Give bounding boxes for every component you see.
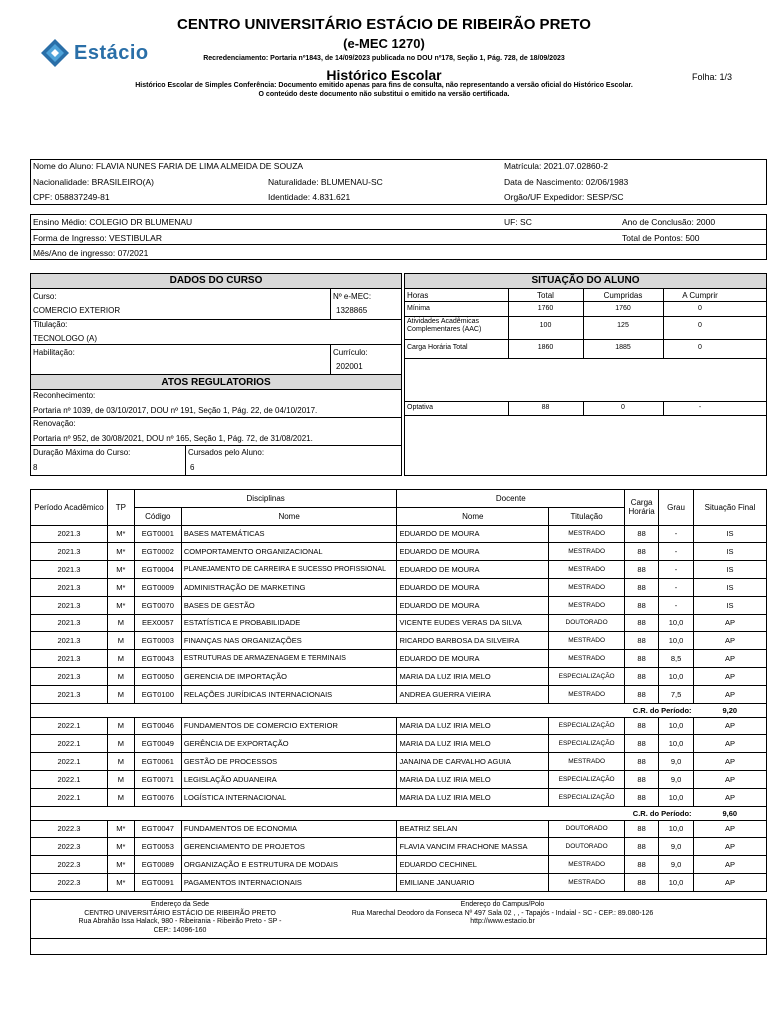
cell-carga: 88 xyxy=(625,717,659,735)
curso-label: Curso: xyxy=(33,292,57,301)
cell-tp: M xyxy=(107,685,134,703)
cell-situacao: AP xyxy=(694,717,767,735)
cell-periodo: 2021.3 xyxy=(31,667,108,685)
polo-line-1: Rua Marechal Deodoro da Fonseca Nº 497 Sala 02 , , - Tapajós - Indaial - SC - CEP.: 89.080-126 xyxy=(351,909,654,917)
cell-docente: EDUARDO DE MOURA xyxy=(397,578,549,596)
cell-titulacao: DOUTORADO xyxy=(549,614,625,632)
reconhecimento-value: Portaria nº 1039, de 03/10/2017, DOU nº 191, Seção 1, Pág. 22, de 04/10/2017. xyxy=(33,406,318,415)
cr-label: C.R. do Período: xyxy=(31,806,694,820)
cell-titulacao: MESTRADO xyxy=(549,753,625,771)
cell-carga: 88 xyxy=(625,632,659,650)
cell-situacao: AP xyxy=(694,685,767,703)
cell-codigo: EGT0046 xyxy=(134,717,181,735)
cell-tp: M* xyxy=(107,561,134,579)
table-row xyxy=(31,650,767,668)
cell-periodo: 2022.1 xyxy=(31,788,108,806)
cell-carga: 88 xyxy=(625,735,659,753)
cell-nome: PAGAMENTOS INTERNACIONAIS xyxy=(181,873,397,891)
cell-grau: - xyxy=(659,525,694,543)
cell-grau: 10,0 xyxy=(659,632,694,650)
cell-carga: 88 xyxy=(625,770,659,788)
table-row xyxy=(31,770,767,788)
cell-periodo: 2021.3 xyxy=(31,596,108,614)
table-row xyxy=(31,525,767,543)
cell-situacao: AP xyxy=(694,614,767,632)
page-number: Folha: 1/3 xyxy=(692,72,733,82)
cr-value: 9,20 xyxy=(694,703,767,717)
cell-tp: M xyxy=(107,735,134,753)
cell-grau: 7,5 xyxy=(659,685,694,703)
cell-docente: EDUARDO DE MOURA xyxy=(397,561,549,579)
cell-tp: M* xyxy=(107,525,134,543)
cell-docente: EDUARDO CECHINEL xyxy=(397,856,549,874)
cell-periodo: 2022.3 xyxy=(31,820,108,838)
cell-codigo: EGT0002 xyxy=(134,543,181,561)
cell-nome: GERÊNCIA DE EXPORTAÇÃO xyxy=(181,735,397,753)
situacao-aluno-box xyxy=(404,273,767,476)
cell-nome: GERENCIA DE IMPORTAÇÃO xyxy=(181,667,397,685)
cell-nome: LEGISLAÇÃO ADUANEIRA xyxy=(181,770,397,788)
cell-docente: MARIA DA LUZ IRIA MELO xyxy=(397,788,549,806)
cell-codigo: EGT0089 xyxy=(134,856,181,874)
disclaimer-note xyxy=(0,81,768,99)
cell-grau: 10,0 xyxy=(659,667,694,685)
cell-nome: GESTÃO DE PROCESSOS xyxy=(181,753,397,771)
cell-docente: EDUARDO DE MOURA xyxy=(397,525,549,543)
sit-row-minima-total: 1760 xyxy=(537,305,554,312)
cell-grau: 9,0 xyxy=(659,856,694,874)
logo-text: Estácio xyxy=(74,41,149,64)
cell-tp: M xyxy=(107,667,134,685)
cell-carga: 88 xyxy=(625,561,659,579)
cell-tp: M xyxy=(107,770,134,788)
cell-carga: 88 xyxy=(625,596,659,614)
header-docente: Docente xyxy=(397,490,625,508)
cell-nome: FINANÇAS NAS ORGANIZAÇÕES xyxy=(181,632,397,650)
sit-header-total: Total xyxy=(537,291,554,300)
header-carga: Carga Horária xyxy=(625,490,659,526)
student-cpf: CPF: 058837249-81 xyxy=(33,192,110,202)
cell-codigo: EGT0009 xyxy=(134,578,181,596)
table-row xyxy=(31,717,767,735)
table-header-row-1 xyxy=(31,490,767,508)
cell-nome: COMPORTAMENTO ORGANIZACIONAL xyxy=(181,543,397,561)
table-row xyxy=(31,685,767,703)
cell-docente: MARIA DA LUZ IRIA MELO xyxy=(397,735,549,753)
cell-titulacao: DOUTORADO xyxy=(549,820,625,838)
sit-row-aac-cumpridas: 125 xyxy=(617,322,629,329)
student-name: Nome do Aluno: FLAVIA NUNES FARIA DE LIMA ALMEIDA DE SOUZA xyxy=(33,161,304,171)
cell-grau: 9,0 xyxy=(659,770,694,788)
emec-value: 1328865 xyxy=(336,306,368,315)
cursados-value: 6 xyxy=(190,463,195,472)
cell-situacao: IS xyxy=(694,525,767,543)
cell-codigo: EGT0053 xyxy=(134,838,181,856)
header-docente-nome: Nome xyxy=(397,507,549,525)
cell-codigo: EGT0076 xyxy=(134,788,181,806)
situacao-title: SITUAÇÃO DO ALUNO xyxy=(405,274,766,289)
cell-periodo: 2022.1 xyxy=(31,735,108,753)
cell-carga: 88 xyxy=(625,838,659,856)
cell-nome: GERENCIAMENTO DE PROJETOS xyxy=(181,838,397,856)
cell-codigo: EGT0091 xyxy=(134,873,181,891)
cell-periodo: 2021.3 xyxy=(31,632,108,650)
cell-tp: M* xyxy=(107,838,134,856)
cell-docente: VICENTE EUDES VERAS DA SILVA xyxy=(397,614,549,632)
cell-carga: 88 xyxy=(625,578,659,596)
cell-docente: JANAINA DE CARVALHO AGUIA xyxy=(397,753,549,771)
cell-carga: 88 xyxy=(625,614,659,632)
cell-codigo: EGT0070 xyxy=(134,596,181,614)
sit-header-a-cumprir: A Cumprir xyxy=(682,291,718,300)
cell-carga: 88 xyxy=(625,543,659,561)
cell-carga: 88 xyxy=(625,525,659,543)
cell-titulacao: ESPECIALIZAÇÃO xyxy=(549,667,625,685)
table-row xyxy=(31,820,767,838)
cell-codigo: EGT0001 xyxy=(134,525,181,543)
sit-row-minima-cumpridas: 1760 xyxy=(615,305,631,312)
polo-line-2: http://www.estacio.br xyxy=(470,918,535,925)
cell-codigo: EGT0004 xyxy=(134,561,181,579)
cell-codigo: EGT0050 xyxy=(134,667,181,685)
emec-label: Nº e-MEC: xyxy=(333,292,372,301)
cell-grau: 9,0 xyxy=(659,753,694,771)
cursados-label: Cursados pelo Aluno: xyxy=(188,448,265,457)
sit-row-aac-label: Atividades Acadêmicas Complementares (AAC) xyxy=(407,318,482,333)
table-row xyxy=(31,667,767,685)
cell-tp: M xyxy=(107,632,134,650)
cell-carga: 88 xyxy=(625,788,659,806)
table-row xyxy=(31,788,767,806)
cell-carga: 88 xyxy=(625,820,659,838)
table-row xyxy=(31,838,767,856)
cell-titulacao: MESTRADO xyxy=(549,856,625,874)
sit-optativa-a-cumprir: - xyxy=(698,404,702,411)
student-identidade: Identidade: 4.831.621 xyxy=(268,192,351,202)
cell-situacao: AP xyxy=(694,856,767,874)
cell-carga: 88 xyxy=(625,667,659,685)
habilitacao-label: Habilitação: xyxy=(33,348,75,357)
cell-codigo: EGT0071 xyxy=(134,770,181,788)
cell-docente: BEATRIZ SELAN xyxy=(397,820,549,838)
titulacao-label: Titulação: xyxy=(33,320,68,329)
sit-row-minima-label: Mínima xyxy=(407,305,430,312)
cell-tp: M xyxy=(107,753,134,771)
table-row xyxy=(31,578,767,596)
cell-periodo: 2021.3 xyxy=(31,578,108,596)
cell-titulacao: MESTRADO xyxy=(549,650,625,668)
table-row xyxy=(31,632,767,650)
header-tp: TP xyxy=(107,490,134,526)
cell-docente: EDUARDO DE MOURA xyxy=(397,596,549,614)
header-codigo: Código xyxy=(134,507,181,525)
emec-code: (e-MEC 1270) xyxy=(343,36,425,51)
cell-situacao: AP xyxy=(694,788,767,806)
duracao-label: Duração Máxima do Curso: xyxy=(33,448,131,457)
sede-title: Endereço da Sede xyxy=(151,901,209,908)
duracao-value: 8 xyxy=(33,463,38,472)
student-nacionalidade: Nacionalidade: BRASILEIRO(A) xyxy=(33,177,154,187)
sit-optativa-label: Optativa xyxy=(407,404,434,411)
cell-periodo: 2022.1 xyxy=(31,753,108,771)
cell-nome: ESTATÍSTICA E PROBABILIDADE xyxy=(181,614,397,632)
reconhecimento-label: Reconhecimento: xyxy=(33,391,96,400)
cell-carga: 88 xyxy=(625,650,659,668)
page-title: Histórico Escolar xyxy=(326,67,442,83)
cell-situacao: IS xyxy=(694,596,767,614)
cell-grau: 10,0 xyxy=(659,717,694,735)
table-row xyxy=(31,543,767,561)
sit-optativa-cumpridas: 0 xyxy=(621,404,625,411)
cell-codigo: EGT0049 xyxy=(134,735,181,753)
cell-nome: FUNDAMENTOS DE COMERCIO EXTERIOR xyxy=(181,717,397,735)
cell-docente: MARIA DA LUZ IRIA MELO xyxy=(397,667,549,685)
cell-grau: - xyxy=(659,596,694,614)
cell-grau: - xyxy=(659,561,694,579)
header-grau: Grau xyxy=(659,490,694,526)
cell-carga: 88 xyxy=(625,873,659,891)
cell-grau: 9,0 xyxy=(659,838,694,856)
cell-titulacao: MESTRADO xyxy=(549,873,625,891)
header-nome: Nome xyxy=(181,507,397,525)
student-orgao: Orgão/UF Expedidor: SESP/SC xyxy=(504,192,624,202)
cell-periodo: 2021.3 xyxy=(31,614,108,632)
curso-value: COMERCIO EXTERIOR xyxy=(33,306,121,315)
table-row xyxy=(31,596,767,614)
cell-codigo: EGT0043 xyxy=(134,650,181,668)
cell-periodo: 2022.3 xyxy=(31,838,108,856)
sede-address xyxy=(60,901,300,935)
cell-tp: M* xyxy=(107,820,134,838)
cell-codigo: EGT0003 xyxy=(134,632,181,650)
renovacao-label: Renovação: xyxy=(33,419,76,428)
cell-docente: MARIA DA LUZ IRIA MELO xyxy=(397,717,549,735)
cell-titulacao: MESTRADO xyxy=(549,525,625,543)
sit-row-aac-total: 100 xyxy=(539,322,552,329)
cr-row xyxy=(31,703,767,717)
cell-codigo: EEX0057 xyxy=(134,614,181,632)
header-titulacao: Titulação xyxy=(549,507,625,525)
cell-titulacao: MESTRADO xyxy=(549,543,625,561)
cell-grau: - xyxy=(659,578,694,596)
cell-periodo: 2021.3 xyxy=(31,525,108,543)
institution-name: CENTRO UNIVERSITÁRIO ESTÁCIO DE RIBEIRÃO PRETO xyxy=(177,16,591,33)
polo-address xyxy=(315,901,690,927)
cell-nome: BASES DE GESTÃO xyxy=(181,596,397,614)
header-situacao: Situação Final xyxy=(694,490,767,526)
atos-regulatorios-title: ATOS REGULATORIOS xyxy=(31,374,401,390)
cell-situacao: AP xyxy=(694,820,767,838)
cell-docente: ANDREA GUERRA VIEIRA xyxy=(397,685,549,703)
cell-titulacao: MESTRADO xyxy=(549,632,625,650)
cell-nome: BASES MATEMÁTICAS xyxy=(181,525,397,543)
table-row xyxy=(31,561,767,579)
cell-nome: FUNDAMENTOS DE ECONOMIA xyxy=(181,820,397,838)
cell-situacao: AP xyxy=(694,838,767,856)
cell-situacao: AP xyxy=(694,632,767,650)
cell-grau: 10,0 xyxy=(659,735,694,753)
cell-periodo: 2022.3 xyxy=(31,856,108,874)
sit-header-horas: Horas xyxy=(407,291,429,300)
cr-row xyxy=(31,806,767,820)
cell-docente: FLAVIA VANCIM FRACHONE MASSA xyxy=(397,838,549,856)
sit-row-total-a-cumprir: 0 xyxy=(698,344,702,351)
cell-periodo: 2021.3 xyxy=(31,685,108,703)
cell-tp: M* xyxy=(107,873,134,891)
cell-periodo: 2022.1 xyxy=(31,717,108,735)
cell-tp: M xyxy=(107,650,134,668)
cell-nome: ORGANIZAÇÃO E ESTRUTURA DE MODAIS xyxy=(181,856,397,874)
cell-carga: 88 xyxy=(625,856,659,874)
recredenciamento-text: Recredenciamento: Portaria nº1843, de 14/09/2023 publicada no DOU nº178, Seção 1, Pág. 728, de 18/09/2023 xyxy=(203,55,565,62)
cell-titulacao: ESPECIALIZAÇÃO xyxy=(549,735,625,753)
sede-line-2: Rua Abrahão Issa Halack, 980 - Ribeirania - Ribeirão Preto - SP - xyxy=(78,918,282,925)
disclaimer-line-2: O conteúdo deste documento não substitui o emitido na versão certificada. xyxy=(258,91,510,98)
cell-situacao: AP xyxy=(694,650,767,668)
total-pontos: Total de Pontos: 500 xyxy=(622,233,700,243)
sit-row-aac-a-cumprir: 0 xyxy=(698,322,702,329)
cell-periodo: 2021.3 xyxy=(31,561,108,579)
cell-codigo: EGT0100 xyxy=(134,685,181,703)
cell-grau: 8,5 xyxy=(659,650,694,668)
cell-tp: M xyxy=(107,614,134,632)
student-matricula: Matrícula: 2021.07.02860-2 xyxy=(504,161,608,171)
cell-situacao: AP xyxy=(694,873,767,891)
cell-titulacao: ESPECIALIZAÇÃO xyxy=(549,717,625,735)
polo-title: Endereço do Campus/Polo xyxy=(460,901,545,908)
cell-periodo: 2022.1 xyxy=(31,770,108,788)
ano-conclusao: Ano de Conclusão: 2000 xyxy=(622,217,716,227)
cell-situacao: AP xyxy=(694,667,767,685)
cell-situacao: IS xyxy=(694,578,767,596)
forma-ingresso: Forma de Ingresso: VESTIBULAR xyxy=(33,233,162,243)
cr-value: 9,60 xyxy=(694,806,767,820)
table-row xyxy=(31,614,767,632)
cell-periodo: 2021.3 xyxy=(31,543,108,561)
cell-titulacao: MESTRADO xyxy=(549,561,625,579)
cell-grau: 10,0 xyxy=(659,614,694,632)
table-row xyxy=(31,856,767,874)
sit-optativa-total: 88 xyxy=(541,404,550,411)
ensino-uf: UF: SC xyxy=(504,217,532,227)
header-disciplinas: Disciplinas xyxy=(134,490,397,508)
cell-titulacao: ESPECIALIZAÇÃO xyxy=(549,788,625,806)
cell-tp: M* xyxy=(107,596,134,614)
table-row xyxy=(31,753,767,771)
cell-grau: 10,0 xyxy=(659,873,694,891)
table-row xyxy=(31,873,767,891)
student-naturalidade: Naturalidade: BLUMENAU-SC xyxy=(268,177,383,187)
cell-tp: M* xyxy=(107,856,134,874)
cell-carga: 88 xyxy=(625,753,659,771)
table-row xyxy=(31,735,767,753)
cell-nome: RELAÇÕES JURÍDICAS INTERNACIONAIS xyxy=(181,685,397,703)
cell-grau: 10,0 xyxy=(659,788,694,806)
cell-titulacao: DOUTORADO xyxy=(549,838,625,856)
cell-titulacao: ESPECIALIZAÇÃO xyxy=(549,770,625,788)
cell-nome: ESTRUTURAS DE ARMAZENAGEM E TERMINAIS xyxy=(181,650,397,668)
cell-situacao: IS xyxy=(694,561,767,579)
cell-situacao: AP xyxy=(694,735,767,753)
cell-titulacao: MESTRADO xyxy=(549,596,625,614)
cell-situacao: AP xyxy=(694,753,767,771)
cell-docente: EDUARDO DE MOURA xyxy=(397,543,549,561)
cell-codigo: EGT0047 xyxy=(134,820,181,838)
curriculo-value: 202001 xyxy=(336,362,363,371)
sit-row-total-cumpridas: 1885 xyxy=(615,344,631,351)
renovacao-value: Portaria nº 952, de 30/08/2021, DOU nº 165, Seção 1, Pág. 72, de 31/08/2021. xyxy=(33,434,313,443)
sit-row-minima-a-cumprir: 0 xyxy=(698,305,702,312)
cell-grau: - xyxy=(659,543,694,561)
cell-tp: M xyxy=(107,788,134,806)
cell-codigo: EGT0061 xyxy=(134,753,181,771)
disclaimer-line-1: Histórico Escolar de Simples Conferência: Documento emitido apenas para fins de consulta, não representando a versão oficial do Histórico Escolar. xyxy=(135,82,633,89)
sede-line-1: CENTRO UNIVERSITÁRIO ESTÁCIO DE RIBEIRÃO PRETO xyxy=(84,909,276,917)
cell-nome: LOGÍSTICA INTERNACIONAL xyxy=(181,788,397,806)
ensino-medio: Ensino Médio: COLEGIO DR BLUMENAU xyxy=(33,217,193,227)
cell-tp: M xyxy=(107,717,134,735)
dados-curso-title: DADOS DO CURSO xyxy=(31,274,401,289)
cell-tp: M* xyxy=(107,543,134,561)
cell-titulacao: MESTRADO xyxy=(549,578,625,596)
cell-periodo: 2021.3 xyxy=(31,650,108,668)
cell-nome: PLANEJAMENTO DE CARREIRA E SUCESSO PROFISSIONAL xyxy=(181,561,397,579)
cell-tp: M* xyxy=(107,578,134,596)
cell-periodo: 2022.3 xyxy=(31,873,108,891)
cell-situacao: IS xyxy=(694,543,767,561)
cell-titulacao: MESTRADO xyxy=(549,685,625,703)
sit-row-total-total: 1860 xyxy=(537,344,554,351)
cell-docente: EMILIANE JANUARIO xyxy=(397,873,549,891)
header-periodo: Período Acadêmico xyxy=(31,490,108,526)
student-nascimento: Data de Nascimento: 02/06/1983 xyxy=(504,177,629,187)
cell-carga: 88 xyxy=(625,685,659,703)
mes-ano-ingresso: Mês/Ano de ingresso: 07/2021 xyxy=(33,248,149,258)
disciplines-table xyxy=(30,489,767,892)
sit-row-total-label: Carga Horária Total xyxy=(407,344,468,351)
sit-header-cumpridas: Cumpridas xyxy=(603,291,643,300)
cell-nome: ADMINISTRAÇÃO DE MARKETING xyxy=(181,578,397,596)
sede-line-3: CEP.: 14096-160 xyxy=(153,926,207,934)
cell-docente: MARIA DA LUZ IRIA MELO xyxy=(397,770,549,788)
cell-situacao: AP xyxy=(694,770,767,788)
curriculo-label: Currículo: xyxy=(333,348,368,357)
cr-label: C.R. do Período: xyxy=(31,703,694,717)
cell-grau: 10,0 xyxy=(659,820,694,838)
cell-docente: RICARDO BARBOSA DA SILVEIRA xyxy=(397,632,549,650)
cell-docente: EDUARDO DE MOURA xyxy=(397,650,549,668)
titulacao-value: TECNOLOGO (A) xyxy=(33,334,98,343)
